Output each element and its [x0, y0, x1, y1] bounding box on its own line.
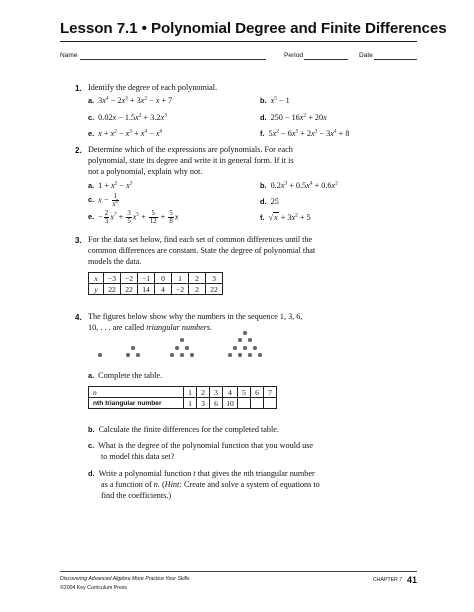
q2f: f. $√x + 3x^2 + 5$: [260, 212, 311, 222]
table-cell: −2: [121, 273, 138, 284]
q3-line-2: common differences are constant. State the degree of polynomial that: [88, 246, 316, 255]
q2-line-2: polynomial, state its degree and write it in general form. If it is: [88, 156, 294, 165]
q1c: c. $0.02x - 1.5x^2 + 3.2x^3$: [88, 112, 167, 122]
footer-rule: [60, 571, 417, 572]
q4d-line-2: as a function of n. (Hint: Create and solve a system of equations to: [101, 480, 320, 489]
q1-text: Identify the degree of each polynomial.: [88, 83, 218, 92]
table-row: [89, 273, 223, 284]
table-cell: 14: [138, 284, 155, 295]
q3-data-table: [88, 272, 223, 295]
q4d-line-3: find the coefficients.): [101, 491, 172, 500]
dot: [258, 353, 262, 357]
q1b: b. $x^5 - 1$: [260, 95, 290, 105]
q4-line-1: The figures below show why the numbers in the sequence 1, 3, 6,: [88, 312, 303, 321]
dot: [98, 353, 102, 357]
q4c-line-2: to model this data set?: [101, 452, 175, 461]
q2-line-1: Determine which of the expressions are polynomials. For each: [88, 145, 293, 154]
answer-cell[interactable]: [264, 398, 277, 409]
table-cell: 6: [210, 398, 223, 409]
q2a: a. $1 + x^2 - x^3$: [88, 180, 133, 190]
q1d: d. $250 - 16x^2 + 20x$: [260, 112, 327, 122]
q1-number: 1.: [75, 84, 82, 93]
table-cell: −1: [138, 273, 155, 284]
table-cell: 3: [210, 387, 223, 398]
dot: [170, 353, 174, 357]
dot: [238, 338, 242, 342]
name-label: Name: [60, 52, 78, 59]
page-number: 41: [406, 575, 417, 585]
dot: [228, 353, 232, 357]
table-cell: 3: [197, 398, 210, 409]
table-row: [89, 284, 223, 295]
table-cell: 6: [251, 387, 264, 398]
q2-number: 2.: [75, 146, 82, 155]
dot: [248, 338, 252, 342]
q3-line-1: For the data set below, find each set of common differences until the: [88, 235, 313, 244]
q1f: f. $5x^2 - 6x^5 + 2x^3 - 3x^4 + 8$: [260, 128, 350, 138]
q3-line-3: models the data.: [88, 257, 142, 266]
footer-chapter: CHAPTER 7: [373, 577, 403, 583]
dot: [180, 338, 184, 342]
dot: [248, 353, 252, 357]
answer-cell[interactable]: [238, 398, 251, 409]
table-cell: 0: [155, 273, 172, 284]
q2e: e. − $\frac{2}{3}$ $x^7$ + $\frac{3}{5}$ $x^5$ + $\frac{5}{12}$ + $\frac{5}{8}$ x: [88, 210, 179, 225]
dot: [243, 331, 247, 335]
q1a: a. $3x^4 - 2x^3 + 3x^2 - x + 7$: [88, 95, 173, 105]
q4c: c. What is the degree of the polynomial function that you would use: [88, 441, 314, 450]
q2b: b. $0.2x^3 + 0.5x^4 + 0.6x^2$: [260, 180, 338, 190]
q1e: e. $x + x^2 - x^3 + x^4 - x^6$: [88, 128, 163, 138]
q4a: a. Complete the table.: [88, 371, 163, 380]
table-cell: 4: [155, 284, 172, 295]
period-label: Period: [284, 52, 304, 59]
answer-cell[interactable]: [251, 398, 264, 409]
footer-book-title: Discovering Advanced Algebra More Practice Your Skills: [60, 576, 190, 582]
table-cell: 22: [121, 284, 138, 295]
title-rule: [60, 41, 417, 42]
dot: [126, 353, 130, 357]
table-cell: −2: [172, 284, 189, 295]
q3-number: 3.: [75, 236, 82, 245]
q4d: d. Write a polynomial function t that gives the nth triangular number: [88, 469, 315, 478]
table-cell: 1: [184, 387, 197, 398]
period-blank[interactable]: [304, 59, 348, 60]
q2-line-3: not a polynomial, explain why not.: [88, 167, 203, 176]
q4-line-2: 10, . . . are called triangular numbers.: [88, 323, 213, 332]
table-cell: −3: [104, 273, 121, 284]
footer-copyright: ©2004 Key Curriculum Press: [60, 585, 127, 591]
table-cell: 5: [238, 387, 251, 398]
table-cell: nth triangular number: [89, 398, 184, 409]
table-cell: 22: [206, 284, 223, 295]
name-blank[interactable]: [80, 59, 266, 60]
dot: [190, 353, 194, 357]
table-cell: n: [89, 387, 184, 398]
page-title: Lesson 7.1 • Polynomial Degree and Finite Differences: [60, 20, 447, 37]
dot: [131, 346, 135, 350]
table-row: [89, 387, 277, 398]
table-cell: 4: [223, 387, 238, 398]
q2c: c. x − $\frac{1}{x^2}$: [88, 193, 119, 208]
table-cell: y: [89, 284, 104, 295]
q4-number: 4.: [75, 313, 82, 322]
date-blank[interactable]: [374, 59, 417, 60]
q2d: d. 25: [260, 197, 279, 206]
dot: [233, 346, 237, 350]
date-label: Date: [359, 52, 373, 59]
dot: [253, 346, 257, 350]
table-cell: x: [89, 273, 104, 284]
table-cell: 1: [172, 273, 189, 284]
table-cell: 3: [206, 273, 223, 284]
table-cell: 1: [184, 398, 197, 409]
dot: [238, 353, 242, 357]
table-cell: 2: [197, 387, 210, 398]
dot: [180, 353, 184, 357]
table-cell: 2: [189, 273, 206, 284]
table-row: [89, 398, 277, 409]
dot: [175, 346, 179, 350]
dot: [243, 346, 247, 350]
table-cell: 22: [104, 284, 121, 295]
table-cell: 7: [264, 387, 277, 398]
table-cell: 2: [189, 284, 206, 295]
table-cell: 10: [223, 398, 238, 409]
q4b: b. Calculate the finite differences for the completed table.: [88, 425, 279, 434]
q4-triangular-table: [88, 386, 277, 409]
dot: [185, 346, 189, 350]
dot: [136, 353, 140, 357]
